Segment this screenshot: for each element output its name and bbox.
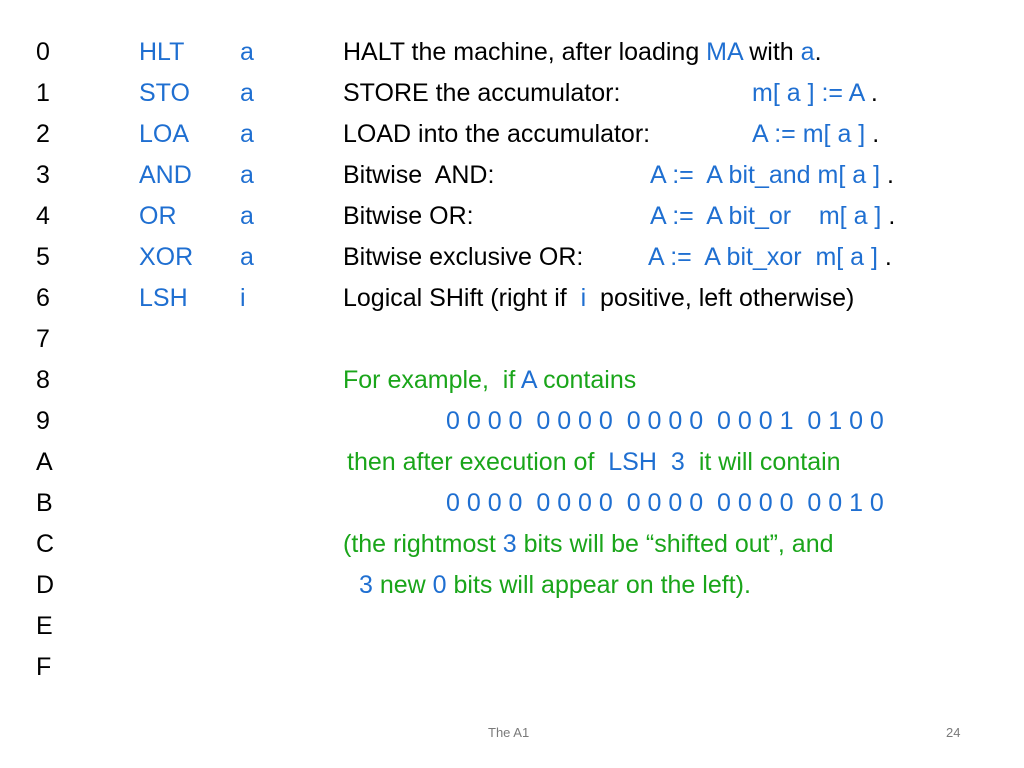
example-line1 <box>343 365 636 395</box>
example-text: For example, if <box>343 366 521 394</box>
example-text: bits will appear on the left). <box>446 571 751 599</box>
desc-sto-expr <box>752 78 878 108</box>
example-op: LSH <box>608 448 657 476</box>
row-number: D <box>36 571 55 599</box>
expr: m[ a ] := A <box>752 79 864 107</box>
opcode: LSH <box>139 284 188 312</box>
expr-end: . <box>865 120 880 148</box>
operand: a <box>240 202 254 230</box>
desc-hlt <box>343 37 822 67</box>
operand: a <box>240 79 254 107</box>
row-number: 5 <box>36 243 50 271</box>
example-a: A <box>520 366 537 394</box>
row-number: 4 <box>36 202 50 230</box>
expr-end: . <box>877 243 892 271</box>
desc-text: HALT the machine, after loading <box>343 38 707 66</box>
row-number: C <box>36 530 55 558</box>
row-number: 6 <box>36 284 50 312</box>
desc-lsh <box>343 283 854 313</box>
row-number: B <box>36 489 53 517</box>
example-text: (the rightmost <box>343 530 503 558</box>
row-number: 3 <box>36 161 50 189</box>
expr-end: . <box>880 161 894 189</box>
page-number: 24 <box>946 725 961 740</box>
example-num: 0 <box>432 571 447 599</box>
row-number: 8 <box>36 366 50 394</box>
desc-a: a <box>800 38 815 66</box>
opcode: OR <box>139 202 177 230</box>
row-number: 1 <box>36 79 50 107</box>
row-number: 7 <box>36 325 50 353</box>
desc-or-expr <box>650 201 895 231</box>
expr: A := A bit_xor m[ a ] <box>648 243 878 271</box>
operand: a <box>240 38 254 66</box>
footer-title: The A1 <box>488 725 530 740</box>
example-line6 <box>359 570 751 600</box>
desc-with: with <box>742 38 801 66</box>
opcode: LOA <box>139 120 190 148</box>
desc-ma: MA <box>706 38 743 66</box>
opcode: STO <box>139 79 190 107</box>
row-number: E <box>36 612 53 640</box>
desc-xor-text: Bitwise exclusive OR: <box>343 243 584 271</box>
operand: a <box>240 243 254 271</box>
example-text: then after execution of <box>347 448 609 476</box>
row-number: 0 <box>36 38 50 66</box>
example-text: new <box>372 571 433 599</box>
row-number: 9 <box>36 407 50 435</box>
example-text: bits will be “shifted out”, and <box>516 530 834 558</box>
opcode: HLT <box>139 38 185 66</box>
example-text: it will contain <box>698 448 841 476</box>
row-number: A <box>36 448 53 476</box>
desc-pre: Logical SHift (right if <box>343 284 581 312</box>
bits-before: 0 0 0 0 0 0 0 0 0 0 0 0 0 0 0 1 0 1 0 0 <box>446 407 884 435</box>
desc-and-text: Bitwise AND: <box>343 161 495 189</box>
example-text: contains <box>536 366 637 394</box>
expr: A := A bit_or m[ a ] <box>650 202 882 230</box>
desc-sto-text: STORE the accumulator: <box>343 79 621 107</box>
expr: A := m[ a ] <box>752 120 866 148</box>
desc-xor-expr <box>648 242 892 272</box>
operand: a <box>240 161 254 189</box>
example-num: 3 <box>670 448 685 476</box>
example-num: 3 <box>359 571 373 599</box>
bits-after: 0 0 0 0 0 0 0 0 0 0 0 0 0 0 0 0 0 0 1 0 <box>446 489 884 517</box>
desc-loa-text: LOAD into the accumulator: <box>343 120 651 148</box>
expr: A := A bit_and m[ a ] <box>650 161 881 189</box>
operand: a <box>240 120 254 148</box>
desc-loa-expr <box>752 119 879 149</box>
desc-post: positive, left otherwise) <box>586 284 855 312</box>
desc-end: . <box>814 38 822 66</box>
operand: i <box>240 284 246 312</box>
expr-end: . <box>863 79 878 107</box>
desc-and-expr <box>650 160 894 190</box>
desc-i: i <box>580 284 587 312</box>
row-number: F <box>36 653 52 681</box>
example-line3 <box>347 447 841 477</box>
row-number: 2 <box>36 120 50 148</box>
example-num: 3 <box>502 530 517 558</box>
expr-end: . <box>881 202 896 230</box>
opcode: XOR <box>139 243 194 271</box>
example-line5 <box>343 529 834 559</box>
desc-or-text: Bitwise OR: <box>343 202 474 230</box>
opcode: AND <box>139 161 192 189</box>
